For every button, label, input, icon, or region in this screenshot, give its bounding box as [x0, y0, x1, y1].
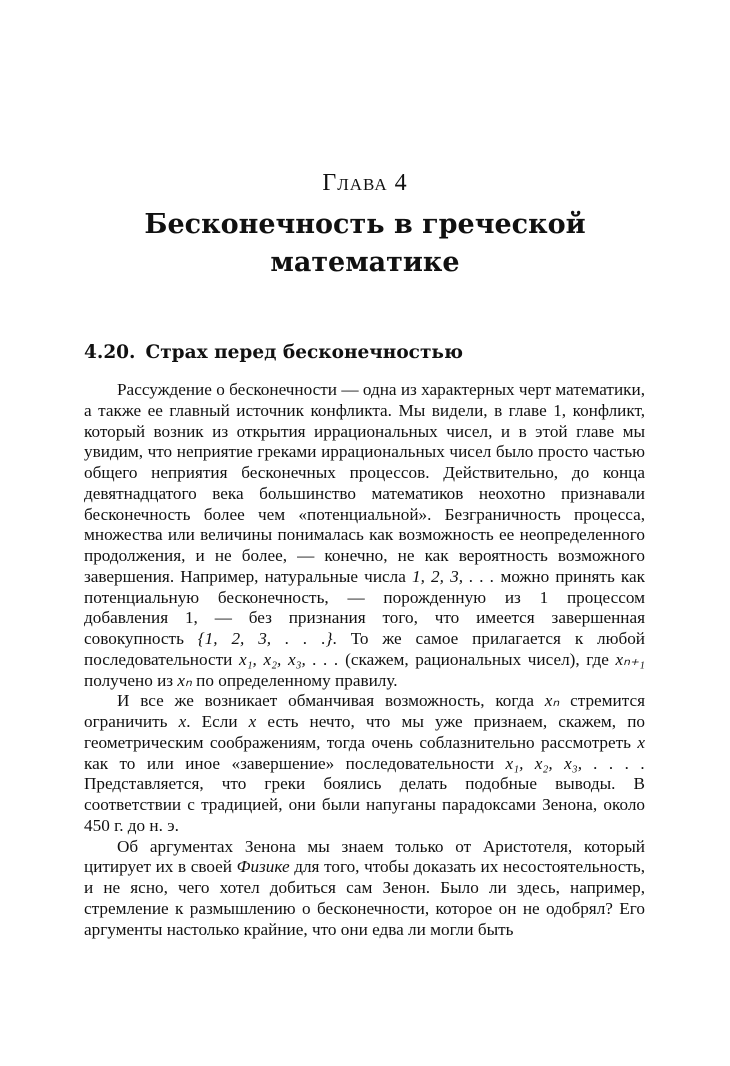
math-expression: x₁, x₂, x₃, . . . .	[505, 753, 645, 773]
math-expression: xₙ₊₁	[615, 649, 645, 669]
paragraph-text: для того, чтобы доказать их несостоятельность, и не ясно, чего хотел добиться сам Зенон. Было ли здесь, например, стремление к размышлению о бесконечности, которое он не одобрял? Его аргументы настолько крайние, что они едва ли могли быть	[84, 857, 645, 939]
chapter-title	[60, 206, 670, 282]
paragraph-text: Об аргументах Зенона мы знаем только от Аристотеля, который цитирует их в своей	[84, 836, 645, 877]
math-expression: xₙ	[544, 691, 560, 711]
math-expression: x	[637, 732, 645, 752]
paragraph-text: Представляется, что греки боялись делать подобные выводы. В соответствии с традицией, они были напуганы парадоксами Зенона, около 450 г. до н. э.	[84, 774, 645, 835]
paragraph-text: стремится ограничить	[84, 691, 646, 731]
math-expression: x	[178, 712, 187, 731]
paragraph-2	[84, 691, 645, 836]
paragraph-text: (скажем, рациональных чисел), где	[338, 649, 616, 669]
chapter-label	[0, 170, 730, 197]
paragraph-text: по определенному правилу.	[191, 670, 398, 690]
body-text	[84, 380, 645, 940]
paragraph-text: как то или иное «завершение» последовательности	[84, 753, 506, 773]
math-expression: xₙ	[177, 670, 192, 690]
paragraph-text: Рассуждение о бесконечности — одна из характерных черт математики, а также ее главный источник конфликта. Мы видели, в главе 1, конфликт, который возник из открытия иррациональных чисел, и в этой главе мы увидим, что неприятие греками иррациональных чисел было просто частью общего неприятия бесконечных процессов. Действительно, до конца девятнадцатого века большинство математиков неохотно признавали бесконечность более чем «потенциальной». Безграничность процесса, множества или величины понималась как возможность ее неопределенного продолжения, и не более, — конечно, не как вероятность возможного завершения. Например, натуральные числа	[84, 380, 645, 586]
math-expression: x₁, x₂, x₃, . . .	[238, 649, 339, 669]
section-title: Страх перед бесконечностью	[145, 342, 463, 363]
section-heading	[84, 342, 463, 363]
paragraph-1	[84, 380, 645, 691]
math-expression: x	[248, 712, 257, 731]
paragraph-3	[84, 837, 645, 941]
section-number: 4.20.	[84, 342, 136, 363]
paragraph-text: можно принять как потенциальную бесконечность, — порожденную из 1 процессом добавления 1, — без признания того, что имеется завершенная совокупность	[84, 566, 645, 648]
chapter-title-line-2: математике	[270, 247, 460, 278]
math-expression: {1, 2, 3, . . .}	[197, 629, 333, 648]
paragraph-text: . То же самое прилагается к любой последовательности	[84, 629, 645, 669]
chapter-title-line-1: Бесконечность в греческой	[144, 209, 586, 240]
paragraph-text: есть нечто, что мы уже признаем, скажем, по геометрическим соображениям, тогда очень соблазнительно рассмотреть	[84, 712, 645, 752]
paragraph-text: . Если	[186, 712, 249, 731]
chapter-label-text: Глава 4	[322, 170, 408, 196]
paragraph-text: И все же возникает обманчивая возможность, когда	[117, 691, 545, 711]
paragraph-text: получено из	[84, 670, 178, 690]
emphasized-book-title: Физике	[236, 857, 290, 877]
math-expression: 1, 2, 3, . . .	[412, 566, 495, 586]
